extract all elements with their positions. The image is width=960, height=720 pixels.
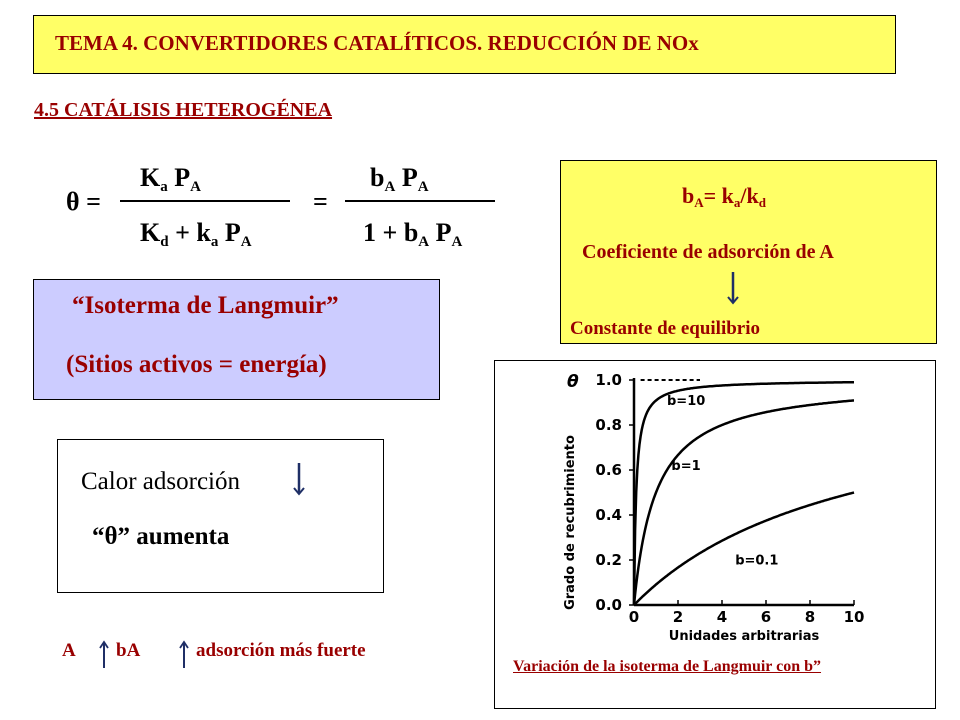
section-heading: 4.5 CATÁLISIS HETEROGÉNEA xyxy=(34,99,333,121)
x-tick-label: 4 xyxy=(716,608,728,626)
series-line xyxy=(634,493,854,606)
fraction2-denominator: $1 + b_A$ $P_A$ xyxy=(363,218,463,250)
y-tick-label: 0.4 xyxy=(595,506,622,524)
fraction2-numerator: $b_A$ $P_A$ xyxy=(370,163,429,195)
bottom-text: adsorción más fuerte xyxy=(196,640,366,661)
fraction1-denominator: $K_d + k_a$ $P_A$ xyxy=(140,218,252,250)
series-label: b=0.1 xyxy=(735,553,779,569)
constant-label: Constante de equilibrio xyxy=(570,318,761,339)
series-line xyxy=(634,382,854,605)
x-tick-label: 0 xyxy=(628,608,640,626)
arrow-up-icon xyxy=(96,640,112,670)
y-tick-label: 0.0 xyxy=(595,596,622,614)
arrow-up-icon xyxy=(176,640,192,670)
series-label: b=10 xyxy=(667,393,706,409)
bottom-a: A xyxy=(62,640,76,661)
series-label: b=1 xyxy=(671,459,701,474)
langmuir-subtitle: (Sitios activos = energía) xyxy=(66,351,327,378)
x-tick-label: 6 xyxy=(760,608,772,626)
y-tick-label: 0.6 xyxy=(595,461,622,479)
x-axis-label: Unidades arbitrarias xyxy=(668,629,820,644)
langmuir-chart xyxy=(494,360,936,660)
y-tick-label: 0.8 xyxy=(595,416,622,434)
ba-equation: $b_A= k_a/k_d$ xyxy=(682,183,767,210)
arrow-down-icon xyxy=(723,270,743,306)
page-title: TEMA 4. CONVERTIDORES CATALÍTICOS. REDUCCIÓN DE NOx xyxy=(55,31,699,55)
y-tick-label: 1.0 xyxy=(595,371,622,389)
equals-sign: = xyxy=(313,187,328,216)
y-tick-label: 0.2 xyxy=(595,551,622,569)
graph-caption: Variación de la isoterma de Langmuir con b” xyxy=(513,658,822,675)
theta-increases: “θ” aumenta xyxy=(92,523,230,550)
heat-label: Calor adsorción xyxy=(81,468,240,495)
x-tick-label: 8 xyxy=(804,608,816,626)
theta-symbol: θ xyxy=(567,372,579,392)
coefficient-label: Coeficiente de adsorción de A xyxy=(582,241,834,263)
fraction1-bar xyxy=(120,200,290,202)
theta-equals: θ = xyxy=(66,187,101,216)
arrow-down-icon xyxy=(289,461,309,497)
langmuir-title: “Isoterma de Langmuir” xyxy=(72,292,339,319)
heat-box xyxy=(57,439,384,593)
y-axis-label: Grado de recubrimiento xyxy=(563,435,578,610)
x-tick-label: 10 xyxy=(843,608,865,626)
fraction2-bar xyxy=(345,200,495,202)
x-tick-label: 2 xyxy=(672,608,684,626)
bottom-ba: bA xyxy=(116,640,141,661)
fraction1-numerator: $K_a$ $P_A$ xyxy=(140,163,201,195)
